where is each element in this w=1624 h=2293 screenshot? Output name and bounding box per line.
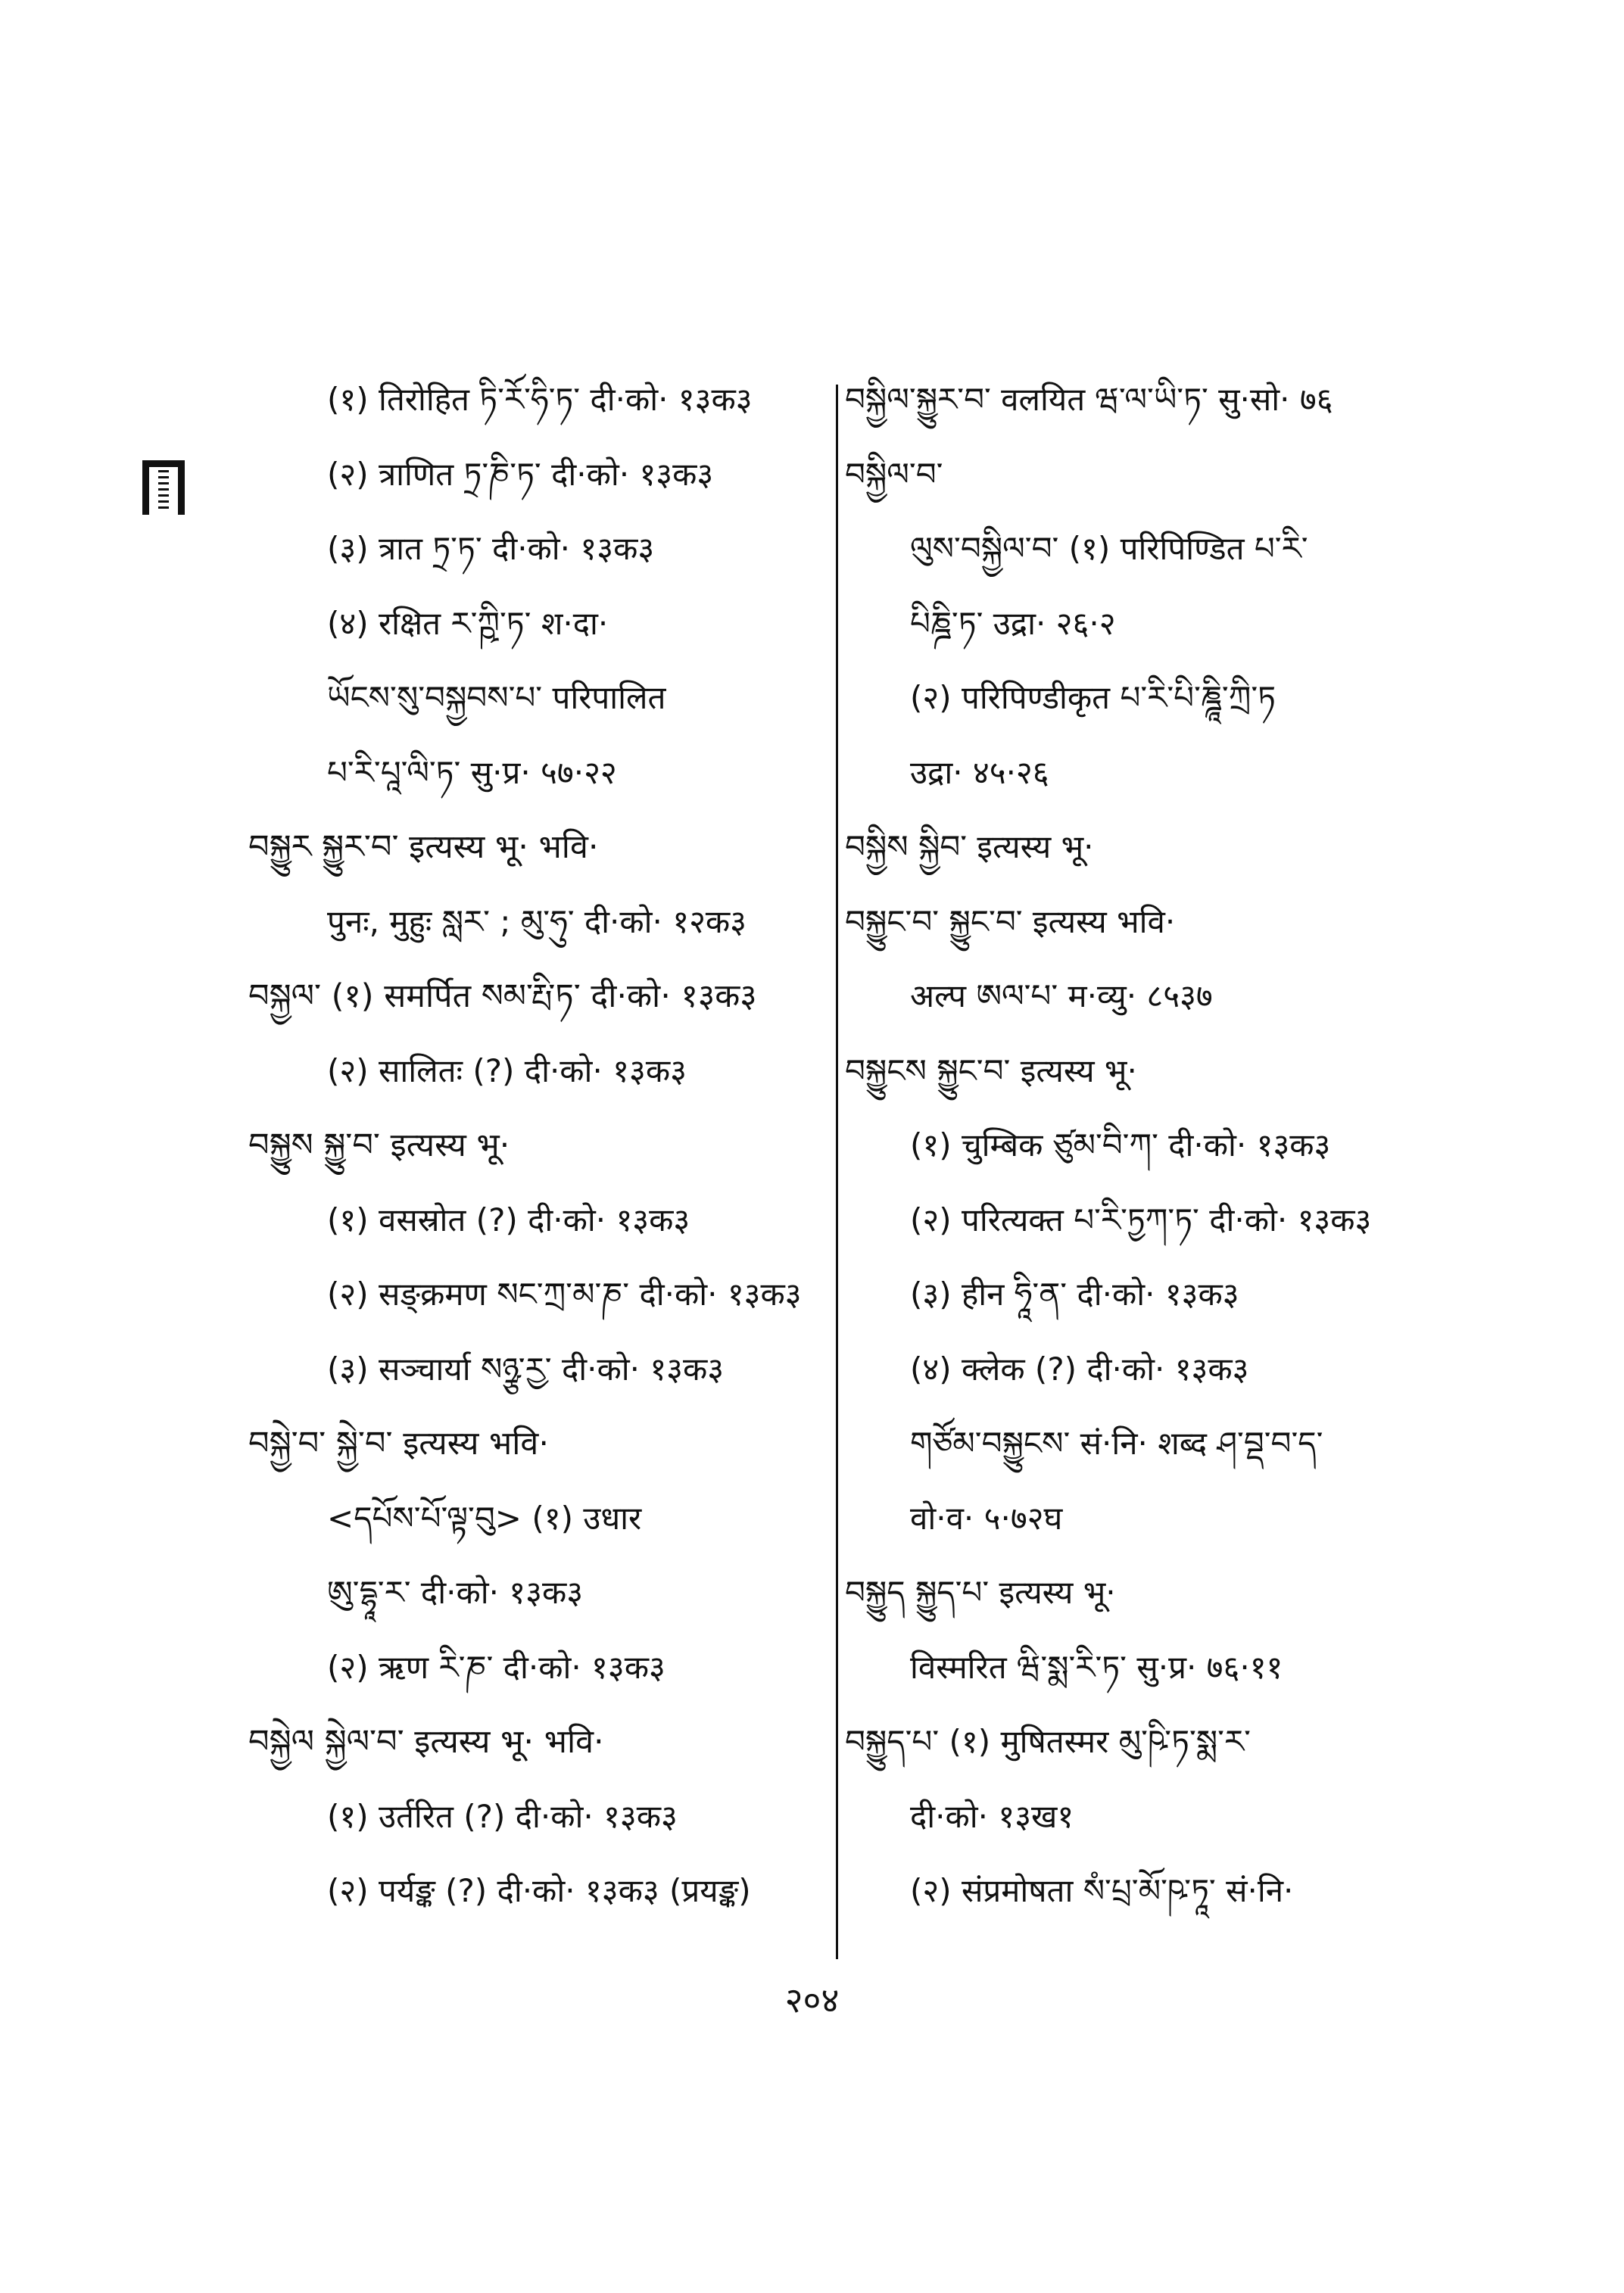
right_column-line: अल्प ཨལ་པ་ म·व्यु· ८५३७ bbox=[910, 977, 1213, 1014]
left_column-line: (१) वसस्रोत (?) दी·को· १३क३ bbox=[327, 1201, 690, 1238]
right_column-line: བསྐྱུད སྐྱུད་པ་ इत्यस्य भू· bbox=[845, 1574, 1116, 1611]
left_column-line: (२) सङ्क्रमण སང་ཀྲ་མ་ཎ་ दी·को· १३क३ bbox=[327, 1276, 802, 1313]
left_column-line: (३) सञ्चार्या སཉྩ་རྱ་ दी·को· १३क३ bbox=[327, 1350, 725, 1388]
left_column-line: (२) ऋण རི་ཎ་ दी·को· १३क३ bbox=[327, 1648, 665, 1686]
column-divider bbox=[836, 385, 838, 1959]
right_column-line: दी·को· १३ख१ bbox=[910, 1797, 1074, 1835]
right_column-line: བསྐྱུང་བ་ སྐྱུང་བ་ इत्यस्य भवि· bbox=[845, 902, 1176, 940]
right_column-line: उद्रा· ४५·२६ bbox=[910, 753, 1049, 791]
right_column-line: वो·व· ५·७२घ bbox=[910, 1499, 1063, 1537]
left_column-line: (१) उर्तरित (?) दी·को· १३क३ bbox=[327, 1797, 678, 1835]
right_column-line: (२) परिपिण्डीकृत པ་རི་པི་ཎྜཱི་ཀྲི་ཏ bbox=[910, 679, 1276, 716]
left_column-line: བསྐྱེ་བ་ སྐྱེ་བ་ इत्यस्य भवि· bbox=[248, 1425, 549, 1463]
right_column-line: པིཎྜི་ཏ་ उद्रा· २६·२ bbox=[910, 604, 1116, 642]
left_column-line: བསྐྱེལ སྐྱེལ་བ་ इत्यस्य भू· भवि· bbox=[248, 1723, 604, 1761]
left_column-line: (३) त्रात ཏྲ་ཏ་ दी·को· १३क३ bbox=[327, 530, 655, 567]
right_column-line: (१) चुम्बिक ཙུམ་བི་ཀ་ दी·को· १३क३ bbox=[910, 1126, 1331, 1164]
right_column-line: (२) परित्यक्त པ་རི་ཏྱཀ་ཏ་ दी·को· १३क३ bbox=[910, 1201, 1372, 1238]
left_column-line: (२) त्राणित ཏྲ་ཎི་ཏ་ दी·को· १३क३ bbox=[327, 455, 714, 493]
right_column-line: विस्मरित ཝི་སྨ་རི་ཏ་ सु·प्र· ७६·११ bbox=[910, 1648, 1283, 1686]
right_column-line: (२) संप्रमोषता སཾ་པྲ་མོ་ཥ་ཏཱ་ सं·नि· bbox=[910, 1872, 1294, 1909]
right_column-line: གཙོམ་བསྐྱུངས་ सं·नि· शब्द ཤ་བྡ་བ་ད་ bbox=[910, 1425, 1323, 1462]
left_column-line: (२) पर्यङ्क (?) दी·को· १३क३ (प्रयङ्क) bbox=[327, 1872, 751, 1909]
right_column-line: (३) हीन ཧཱི་ན་ दी·को· १३क३ bbox=[910, 1276, 1239, 1313]
page-number: २०४ bbox=[784, 1980, 840, 2020]
left_column-line: པ་རི་པཱ་ལི་ཏ་ सु·प्र· ५७·२२ bbox=[327, 753, 617, 791]
left_column-line: (२) सालितः (?) दी·को· १३क३ bbox=[327, 1051, 687, 1089]
right_column-line: (४) क्लेक (?) दी·को· १३क३ bbox=[910, 1350, 1249, 1388]
left_column-line: <དཔོས་པོ་ལྟ་བུ> (१) उधार bbox=[327, 1499, 642, 1537]
right_column-line: བསྐྱུངས སྐྱུང་བ་ इत्यस्य भू· bbox=[845, 1051, 1137, 1089]
left_column-line: (४) रक्षित ར་ཀྵི་ཏ་ श·दा· bbox=[327, 604, 609, 642]
left_column-line: ཨུ་དྷཱ་ར་ दी·को· १३क३ bbox=[327, 1574, 584, 1611]
left_column-line: (१) तिरोहित ཏི་རོ་ཧི་ཏ་ दी·को· १३क३ bbox=[327, 381, 753, 418]
margin-marker bbox=[142, 460, 185, 515]
left_column-line: བསྐྱུར སྐྱུར་བ་ इत्यस्य भू· भवि· bbox=[248, 828, 599, 866]
left_column-line: ཡོངས་སུ་བསྐྱབས་པ་ परिपालित bbox=[327, 679, 666, 716]
left_column-line: བསྐྱུས སྐྱུ་བ་ इत्यस्य भू· bbox=[248, 1126, 510, 1164]
right_column-line: བསྐྱིལ་བ་ bbox=[845, 455, 943, 493]
right_column-line: ལུས་བསྐྱིལ་བ་ (१) परिपिण्डित པ་རི་ bbox=[910, 530, 1308, 567]
right_column-line: བསྐྱིལ་སྐྱུར་བ་ वलयित ཝ་ལ་ཡི་ཏ་ सु·सो· ७६ bbox=[845, 381, 1333, 418]
left_column-line: पुनः, मुहुः སླར་ ; མུ་ཧུ་ दी·को· १२क३ bbox=[327, 902, 747, 940]
left_column-line: བསྐྱལ་ (१) समर्पित སམ་རྤི་ཏ་ दी·को· १३क३ bbox=[248, 977, 757, 1015]
right_column-line: བསྐྱིས སྐྱིབ་ इत्यस्य भू· bbox=[845, 828, 1094, 865]
right_column-line: བསྐྱུད་པ་ (१) मुषितस्मर མུ་ཥི་ཏ་སྨ་ར་ bbox=[845, 1723, 1251, 1760]
